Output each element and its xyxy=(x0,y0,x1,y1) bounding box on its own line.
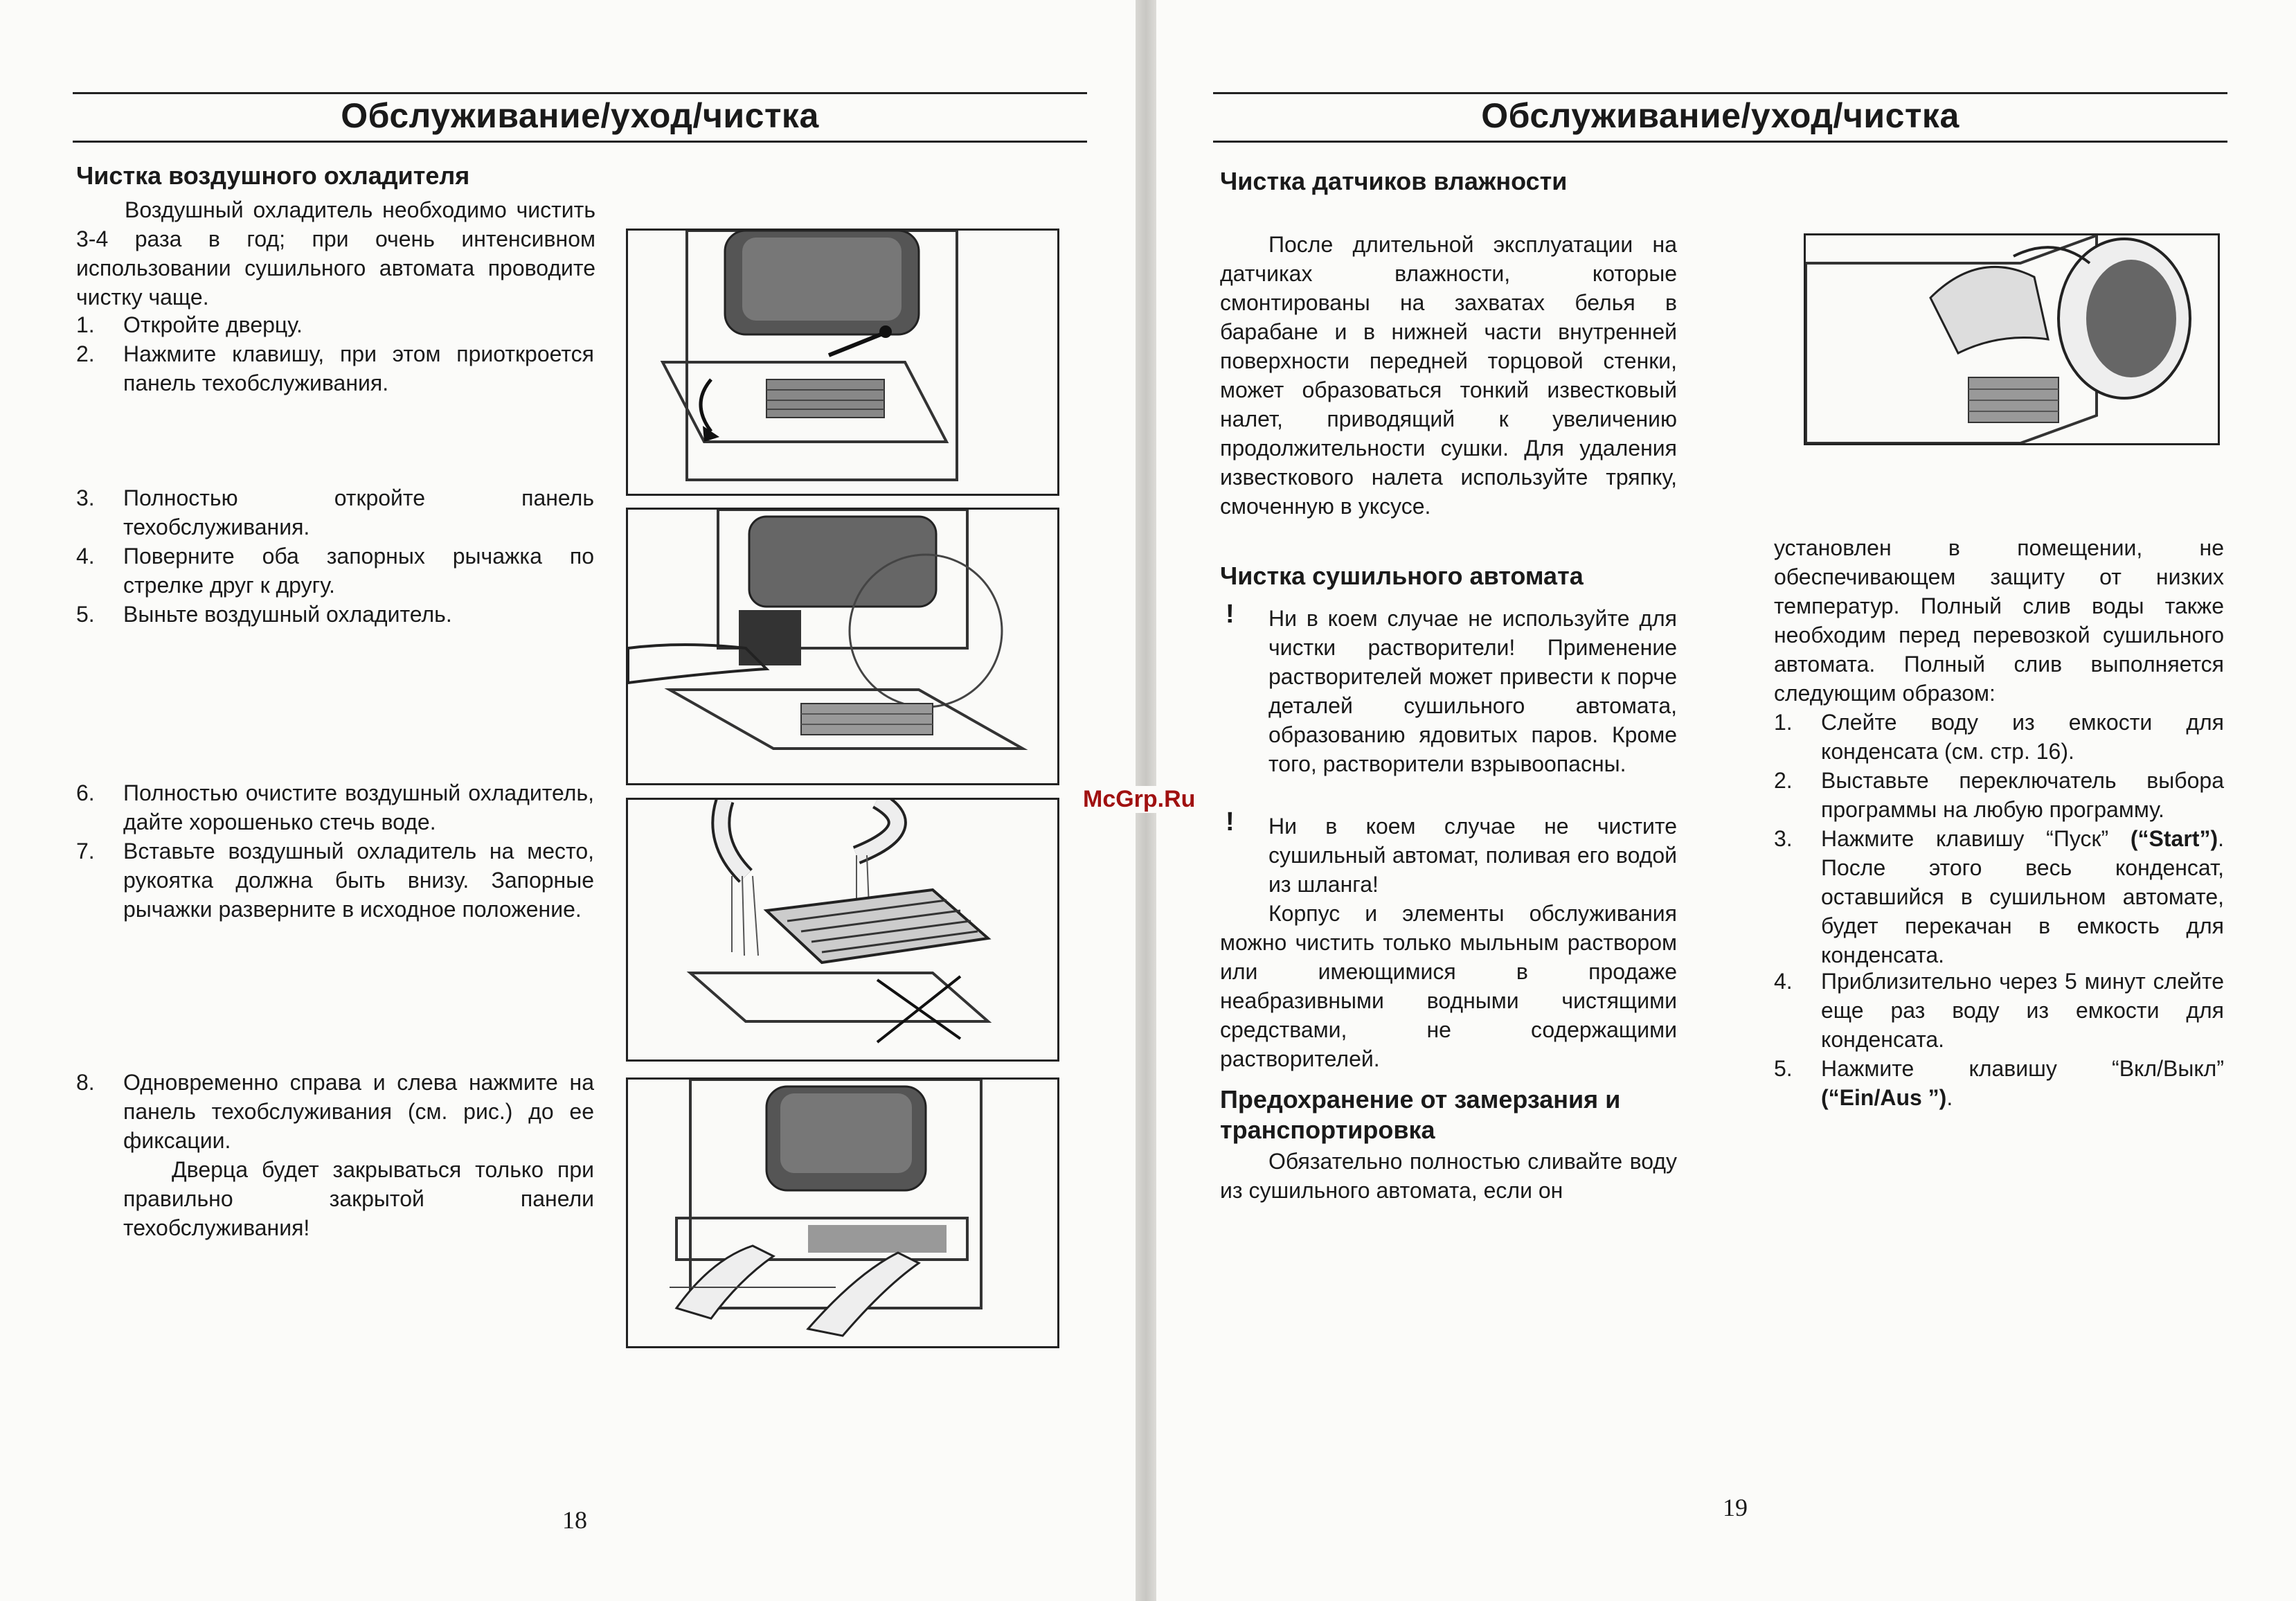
figure-clean-sensors xyxy=(1804,233,2220,445)
frost-paragraph-continued: установлен в помещении, не обеспечивающем защиту от низких температур. Полный слив воды также необходим перед перевозкой сушильного автомата. Полный слив выполняется следующим образом: xyxy=(1774,535,2224,706)
figure-locking-levers xyxy=(626,508,1059,785)
closing-note: Дверца будет закрываться только при правильно закрытой панели техобслуживания! xyxy=(123,1157,594,1240)
page-header: Обслуживание/уход/чистка xyxy=(1481,96,1959,135)
header-rule-top xyxy=(73,92,1087,94)
intro-paragraph: Воздушный охладитель необходимо чистить 3-4 раза в год; при очень интенсивном использовании сушильного автомата проводите чистку чаще. xyxy=(76,197,595,310)
section-title-frost-transport: Предохранение от замерзания и транспортировка xyxy=(1220,1085,1621,1144)
section-title-dryer-cleaning: Чистка сушильного автомата xyxy=(1220,562,1584,590)
body-cleaning-paragraph: Корпус и элементы обслуживания можно чистить только мыльным раствором или имеющимися в продаже неабразивными водными чистящими средствами, не содержащими растворителей. xyxy=(1220,901,1677,1071)
section-title-air-cooler: Чистка воздушного охладителя xyxy=(76,161,470,190)
page-number: 18 xyxy=(562,1506,587,1534)
warning-icon: ! xyxy=(1226,807,1235,837)
section-title-sensors: Чистка датчиков влажности xyxy=(1220,167,1568,195)
dryer-panel-illustration xyxy=(628,231,1057,494)
sensor-cleaning-illustration xyxy=(1806,235,2218,443)
left-page: Обслуживание/уход/чистка Чистка воздушного охладителя Воздушный охладитель необходимо чистить 3-4 раза в год; при очень интенсивном использовании сушильного автомата проводите чистку чаще. 1. Откройте дверцу. 2. Нажмите клавишу, при этом приоткроется панель техобслуживания. 3. Полностью откройте панель техобслуживания. 4. Поверните оба запорных рычажка по стрелке друг к другу. 5. Выньте воздушный охладитель. 6. Полностью очистите воздушный охладитель, дайте хорошенько стечь воде. 7. Вставьте воздушный охладитель на место, рукоятка должна быть внизу. Запорные рычажки разверните в исходное положение. 8. Одновременно справа и слева нажмите на панель техобслуживания (см. рис.) до ее фиксации. Дверца будет закрываться только при правильно закрытой панели техобслуживания! 18 xyxy=(0,0,1136,1601)
warning-hose: Ни в коем случае не чистите сушильный автомат, поливая его водой из шланга! xyxy=(1268,814,1677,897)
levers-illustration xyxy=(628,510,1057,783)
figure-rinse-air-cooler xyxy=(626,798,1059,1062)
press-panel-illustration xyxy=(628,1080,1057,1346)
figure-open-service-panel xyxy=(626,229,1059,496)
frost-paragraph: Обязательно полностью сливайте воду из сушильного автомата, если он xyxy=(1220,1149,1677,1203)
sensors-paragraph: После длительной эксплуатации на датчиках влажности, которые смонтированы на захватах белья в барабане и в нижней части внутренней поверхности передней торцовой стенки, может образоваться тонкий известковый налет, приводящий к увеличению продолжительности сушки. Для удаления известкового налета используйте тряпку, смоченную в уксусе. xyxy=(1220,232,1677,519)
rinse-illustration xyxy=(628,800,1057,1059)
warning-icon: ! xyxy=(1226,600,1235,629)
header-rule-bottom xyxy=(1213,141,2227,143)
warning-solvents: Ни в коем случае не используйте для чистки растворители! Применение растворителей может привести к порче деталей сушильного автомата, образованию ядовитых паров. Кроме того, растворители взрывоопасны. xyxy=(1268,606,1677,776)
right-page: Обслуживание/уход/чистка Чистка датчиков влажности После длительной эксплуатации на датчиках влажности, которые смонтированы на захватах белья в барабане и в нижней части внутренней поверхности передней торцовой стенки, может образоваться тонкий известковый налет, приводящий к увеличению продолжительности сушки. Для удаления известкового налета используйте тряпку, смоченную в уксусе. Чистка сушильного автомата ! Ни в коем случае не используйте для чистки растворители! Применение растворителей может привести к порче деталей сушильного автомата, образованию ядовитых паров. Кроме того, растворители взрывоопасны. ! Ни в коем случае не чистите сушильный автомат, поливая его водой из шланга! Корпус и элементы обслуживания можно чистить только мыльным раствором или имеющимися в продаже неабразивными водными чистящими средствами, не содержащими растворителей. Предохранение от замерзания и транспортировка Обязательно полностью сливайте воду из сушильного автомата, если он установлен в помещении, не обеспечивающем защиту от низких температур. Полный слив воды также необходим перед перевозкой сушильного автомата. Полный слив выполняется следующим образом: 1. Слейте воду из емкости для конденсата (см. стр. 16). 2. Выставьте переключатель выбора программы на любую программу. 3. Нажмите клавишу “Пуск” (“Start”). После этого весь конденсат, оставшийся в сушильном автомате, будет перекачан в емкость для конденсата. 4. Приблизительно через 5 минут слейте еще раз воду из емкости для конденсата. 5. Нажмите клавишу “Вкл/Выкл” (“Ein/Aus ”). 19 xyxy=(1156,0,2296,1601)
page-header: Обслуживание/уход/чистка xyxy=(341,96,819,135)
figure-press-service-panel xyxy=(626,1077,1059,1348)
page-number: 19 xyxy=(1723,1494,1748,1521)
header-rule-top xyxy=(1213,92,2227,94)
site-watermark: McGrp.Ru xyxy=(1083,786,1196,812)
header-rule-bottom xyxy=(73,141,1087,143)
